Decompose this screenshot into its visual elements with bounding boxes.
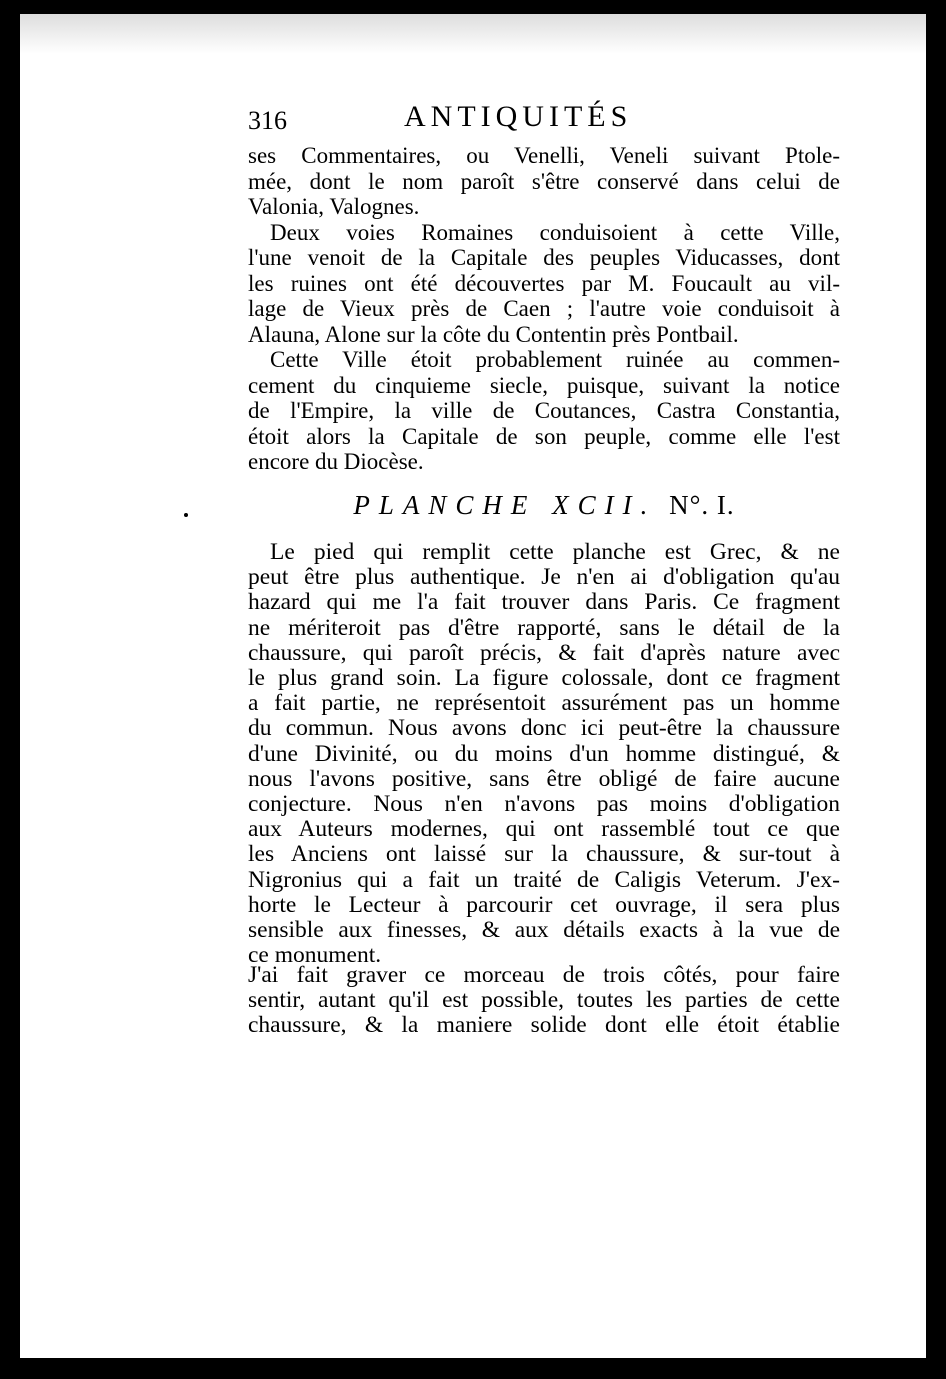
running-title: ANTIQUITÉS	[404, 100, 633, 133]
text-line: peut être plus authentique. Je n'en ai d'obligation qu'au	[248, 564, 840, 591]
text-line: sensible aux finesses, & aux détails exacts à la vue de	[248, 917, 840, 944]
text-line: encore du Diocèse.	[248, 449, 424, 474]
paragraph-4	[248, 540, 840, 968]
paragraph-3	[248, 347, 840, 475]
text-line: Nigronius qui a fait un traité de Caligis Veterum. J'ex-	[248, 866, 840, 893]
paragraph-1	[248, 143, 840, 220]
text-line: de l'Empire, la ville de Coutances, Castra Constantia,	[248, 398, 840, 423]
paragraph-2	[248, 220, 840, 348]
text-line: Deux voies Romaines conduisoient à cette Ville,	[270, 219, 840, 245]
plate-heading	[248, 490, 840, 521]
text-line: conjecture. Nous n'en n'avons pas moins d'obligation	[248, 791, 840, 818]
text-line: du commun. Nous avons donc ici peut-être la chaussure	[248, 715, 840, 742]
text-line: J'ai fait graver ce morceau de trois côtés, pour faire	[248, 962, 840, 988]
text-line: les ruines ont été découvertes par M. Foucault au vil-	[248, 270, 840, 296]
margin-mark	[184, 513, 188, 517]
paragraph-5	[248, 963, 840, 1039]
text-line: Valonia, Valognes.	[248, 194, 420, 219]
text-line: ce monument.	[248, 942, 382, 969]
page-header	[248, 100, 840, 140]
text-block-top	[248, 143, 840, 475]
page-number: 316	[248, 106, 287, 135]
text-line: horte le Lecteur à parcourir cet ouvrage, il sera plus	[248, 891, 840, 918]
text-line: aux Auteurs modernes, qui ont rassemblé tout ce que	[248, 816, 840, 843]
text-line: nous l'avons positive, sans être obligé de faire aucune	[248, 765, 840, 792]
text-line: Le pied qui remplit cette planche est Grec, & ne	[270, 539, 840, 565]
plate-number: N°. I.	[669, 490, 735, 520]
plate-title: PLANCHE XCII.	[353, 490, 657, 520]
text-line: cement du cinquieme siecle, puisque, suivant la notice	[248, 372, 840, 398]
text-line: mée, dont le nom paroît s'être conservé dans celui de	[248, 168, 840, 194]
text-line: lage de Vieux près de Caen ; l'autre voie conduisoit à	[248, 296, 840, 321]
text-line: étoit alors la Capitale de son peuple, comme elle l'est	[248, 423, 840, 449]
text-line: ses Commentaires, ou Venelli, Veneli suivant Ptole-	[248, 143, 840, 168]
text-line: hazard qui me l'a fait trouver dans Paris. Ce fragment	[248, 589, 840, 616]
text-line: ne mériteroit pas d'être rapporté, sans le détail de la	[248, 614, 840, 641]
text-line: a fait partie, ne représentoit assurément pas un homme	[248, 690, 840, 717]
text-line: chaussure, & la maniere solide dont elle étoit établie	[248, 1012, 840, 1039]
text-line: Cette Ville étoit probablement ruinée au commen-	[270, 347, 840, 372]
text-line: les Anciens ont laissé sur la chaussure, & sur-tout à	[248, 841, 840, 868]
text-line: sentir, autant qu'il est possible, toutes les parties de cette	[248, 987, 840, 1014]
text-line: d'une Divinité, ou du moins d'un homme distingué, &	[248, 740, 840, 767]
text-line: le plus grand soin. La figure colossale, dont ce fragment	[248, 665, 840, 692]
text-line: Alauna, Alone sur la côte du Contentin près Pontbail.	[248, 321, 739, 347]
text-line: l'une venoit de la Capitale des peuples Viducasses, dont	[248, 245, 840, 270]
text-line: chaussure, qui paroît précis, & fait d'après nature avec	[248, 639, 840, 666]
